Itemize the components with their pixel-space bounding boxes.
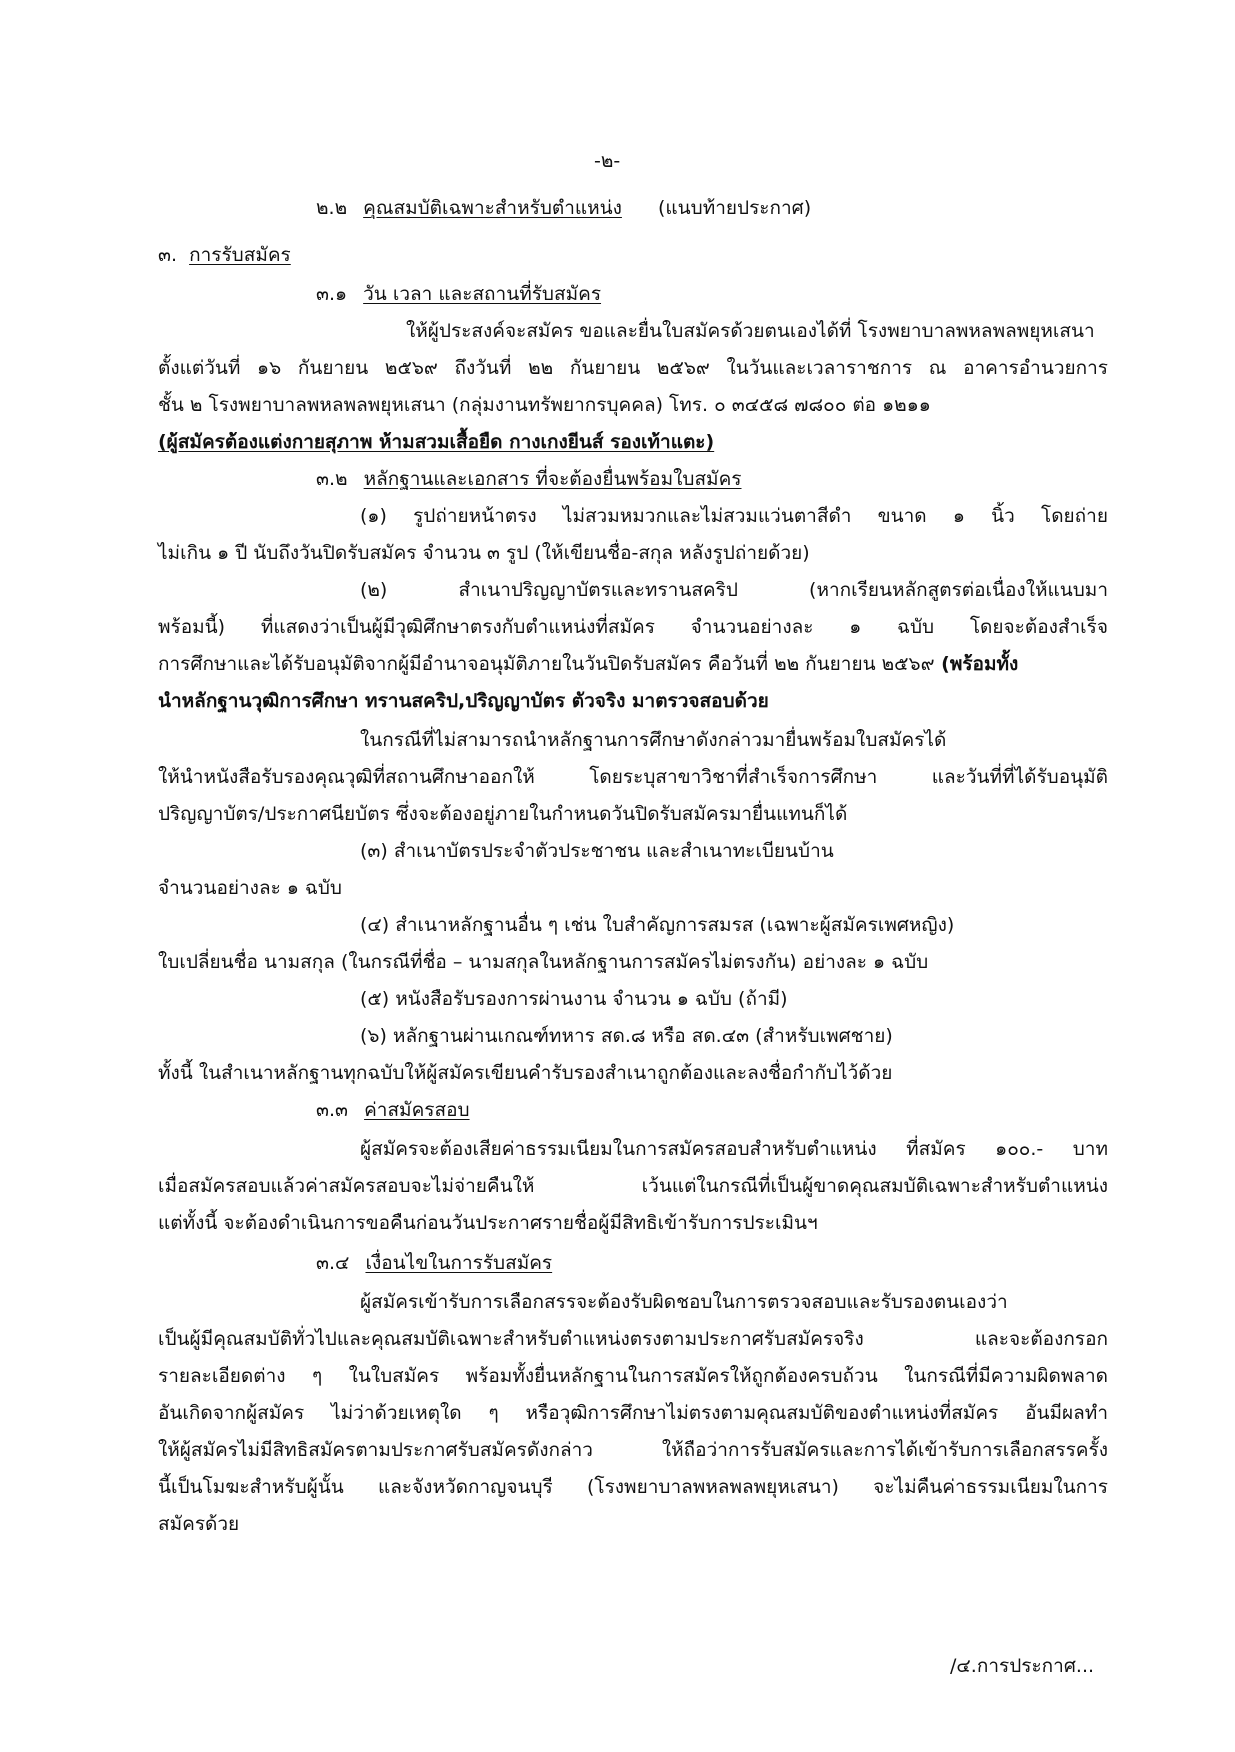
list-item: พร้อมนี้) ที่แสดงว่าเป็นผู้มีวุฒิศึกษาตรงกับตำแหน่งที่สมัคร จำนวนอย่างละ ๑ ฉบับ โดยจะต้องสำเร็จ (158, 616, 1108, 638)
list-item: จำนวนอย่างละ ๑ ฉบับ (158, 877, 342, 899)
section-3-heading (158, 244, 291, 267)
paragraph-line: ปริญญาบัตร/ประกาศนียบัตร ซึ่งจะต้องอยู่ภายในกำหนดวันปิดรับสมัครมายื่นแทนก็ได้ (158, 803, 848, 825)
paragraph-line: ผู้สมัครจะต้องเสียค่าธรรมเนียมในการสมัครสอบสำหรับตำแหน่ง ที่สมัคร ๑๐๐.- บาท (360, 1138, 1108, 1160)
section-3-3-heading (316, 1099, 470, 1122)
section-title: การรับสมัคร (189, 244, 291, 266)
list-item: นำหลักฐานวุฒิการศึกษา ทรานสคริป,ปริญญาบัตร ตัวจริง มาตรวจสอบด้วย (158, 690, 769, 712)
section-title: หลักฐานและเอกสาร ที่จะต้องยื่นพร้อมใบสมัคร (363, 468, 742, 490)
list-item: ไม่เกิน ๑ ปี นับถึงวันปิดรับสมัคร จำนวน ๓ รูป (ให้เขียนชื่อ-สกุล หลังรูปถ่ายด้วย) (158, 542, 810, 564)
list-item: (๔) สำเนาหลักฐานอื่น ๆ เช่น ใบสำคัญการสมรส (เฉพาะผู้สมัครเพศหญิง) (360, 914, 955, 936)
section-number: ๓.๒ (316, 468, 348, 490)
paragraph-line: เมื่อสมัครสอบแล้วค่าสมัครสอบจะไม่จ่ายคืนให้ เว้นแต่ในกรณีที่เป็นผู้ขาดคุณสมบัติเฉพาะสำหรับตำแหน่ง (158, 1175, 1108, 1197)
paragraph-line: ทั้งนี้ ในสำเนาหลักฐานทุกฉบับให้ผู้สมัครเขียนคำรับรองสำเนาถูกต้องและลงชื่อกำกับไว้ด้วย (158, 1062, 893, 1084)
list-item: (๑) รูปถ่ายหน้าตรง ไม่สวมหมวกและไม่สวมแว่นตาสีดำ ขนาด ๑ นิ้ว โดยถ่าย (360, 505, 1108, 527)
paragraph-line: รายละเอียดต่าง ๆ ในใบสมัคร พร้อมทั้งยื่นหลักฐานในการสมัครให้ถูกต้องครบถ้วน ในกรณีที่มีความผิดพลาด (158, 1365, 1108, 1387)
section-title: วัน เวลา และสถานที่รับสมัคร (363, 283, 602, 305)
list-item: (๓) สำเนาบัตรประจำตัวประชาชน และสำเนาทะเบียนบ้าน (360, 840, 834, 862)
section-2-2-heading (316, 197, 811, 220)
paragraph-line: อันเกิดจากผู้สมัคร ไม่ว่าด้วยเหตุใด ๆ หรือวุฒิการศึกษาไม่ตรงตามคุณสมบัติของตำแหน่งที่สมัคร อันมีผลทำ (158, 1402, 1108, 1424)
continuation-footer: /๔.การประกาศ... (950, 1655, 1095, 1677)
section-title: ค่าสมัครสอบ (364, 1099, 470, 1121)
paragraph-line: ในกรณีที่ไม่สามารถนำหลักฐานการศึกษาดังกล่าวมายื่นพร้อมใบสมัครได้ (360, 729, 947, 751)
section-3-4-heading (316, 1252, 552, 1275)
paragraph-line: ชั้น ๒ โรงพยาบาลพหลพลพยุหเสนา (กลุ่มงานทรัพยากรบุคคล) โทร. ๐ ๓๔๕๘ ๗๘๐๐ ต่อ ๑๒๑๑ (158, 394, 931, 416)
paragraph-line: ให้นำหนังสือรับรองคุณวุฒิที่สถานศึกษาออกให้ โดยระบุสาขาวิชาที่สำเร็จการศึกษา และวันที่ที่ได้รับอนุมัติ (158, 766, 1108, 788)
list-item-bold: (พร้อมทั้ง (934, 653, 1019, 675)
paragraph-line: ให้ผู้ประสงค์จะสมัคร ขอและยื่นใบสมัครด้วยตนเองได้ที่ โรงพยาบาลพหลพลพยุหเสนา (406, 320, 1095, 342)
section-number: ๓.๔ (316, 1252, 350, 1274)
list-item: ใบเปลี่ยนชื่อ นามสกุล (ในกรณีที่ชื่อ – นามสกุลในหลักฐานการสมัครไม่ตรงกัน) อย่างละ ๑ ฉบับ (158, 951, 929, 973)
section-note: (แนบท้ายประกาศ) (657, 197, 812, 219)
dress-code-note: (ผู้สมัครต้องแต่งกายสุภาพ ห้ามสวมเสื้อยืด กางเกงยีนส์ รองเท้าแตะ) (158, 431, 715, 453)
section-title: เงื่อนไขในการรับสมัคร (365, 1252, 553, 1274)
section-number: ๒.๒ (316, 197, 348, 219)
paragraph-line: สมัครด้วย (158, 1513, 240, 1535)
section-3-2-heading (316, 468, 742, 491)
list-item: (๕) หนังสือรับรองการผ่านงาน จำนวน ๑ ฉบับ (ถ้ามี) (360, 988, 788, 1010)
list-item: (๒) สำเนาปริญญาบัตรและทรานสคริป (หากเรียนหลักสูตรต่อเนื่องให้แนบมา (360, 579, 1108, 601)
paragraph-line: นี้เป็นโมฆะสำหรับผู้นั้น และจังหวัดกาญจนบุรี (โรงพยาบาลพหลพลพยุหเสนา) จะไม่คืนค่าธรรมเนียมในการ (158, 1476, 1108, 1498)
section-number: ๓. (158, 244, 178, 266)
paragraph-line: ผู้สมัครเข้ารับการเลือกสรรจะต้องรับผิดชอบในการตรวจสอบและรับรองตนเองว่า (360, 1291, 1008, 1313)
section-number: ๓.๑ (316, 283, 348, 305)
paragraph-line: แต่ทั้งนี้ จะต้องดำเนินการขอคืนก่อนวันประกาศรายชื่อผู้มีสิทธิเข้ารับการประเมินฯ (158, 1212, 818, 1234)
paragraph-line: ให้ผู้สมัครไม่มีสิทธิสมัครตามประกาศรับสมัครดังกล่าว ให้ถือว่าการรับสมัครและการได้เข้ารับการเลือกสรรครั้ง (158, 1439, 1108, 1461)
section-number: ๓.๓ (316, 1099, 349, 1121)
paragraph-line: เป็นผู้มีคุณสมบัติทั่วไปและคุณสมบัติเฉพาะสำหรับตำแหน่งตรงตามประกาศรับสมัครจริง และจะต้องกรอก (158, 1328, 1108, 1350)
section-3-1-heading (316, 283, 601, 306)
page-number: -๒- (594, 150, 621, 172)
section-title: คุณสมบัติเฉพาะสำหรับตำแหน่ง (363, 197, 622, 219)
list-item-text: การศึกษาและได้รับอนุมัติจากผู้มีอำนาจอนุมัติภายในวันปิดรับสมัคร คือวันที่ ๒๒ กันยายน ๒๕๖๙ (158, 653, 935, 675)
list-item: (๖) หลักฐานผ่านเกณฑ์ทหาร สด.๘ หรือ สด.๔๓ (สำหรับเพศชาย) (360, 1025, 893, 1047)
paragraph-line: ตั้งแต่วันที่ ๑๖ กันยายน ๒๕๖๙ ถึงวันที่ ๒๒ กันยายน ๒๕๖๙ ในวันและเวลาราชการ ณ อาคารอำนวยการ (158, 357, 1108, 379)
list-item (158, 653, 1018, 676)
